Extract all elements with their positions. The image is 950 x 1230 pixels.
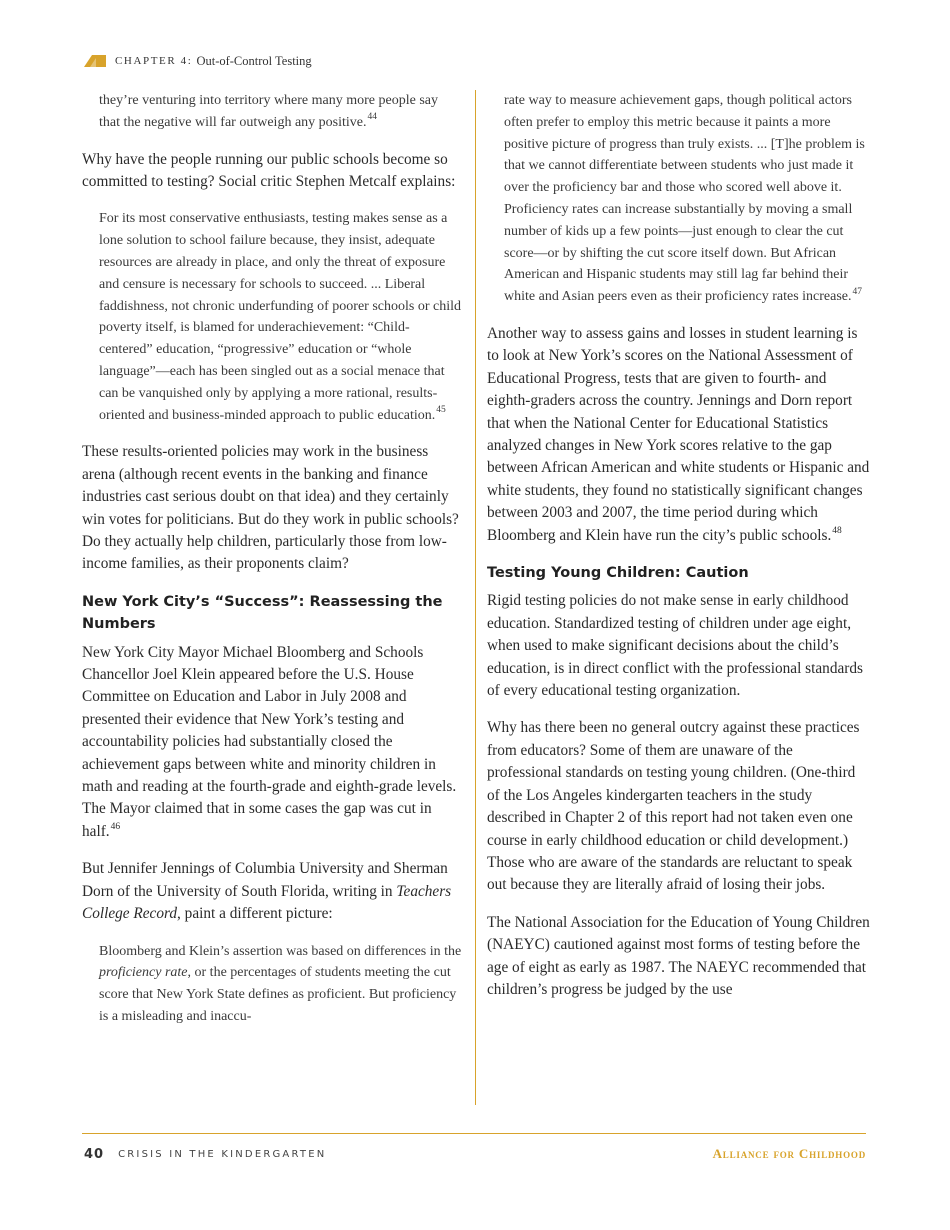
body-paragraph: The National Association for the Education of Young Children (NAEYC) cautioned against most forms of testing before the age of eight as early as 1987. The NAEYC recommended that children’s progress be judged by the use — [487, 913, 870, 998]
chapter-mark-icon — [84, 55, 106, 67]
column-divider — [475, 90, 476, 1105]
body-paragraph: Why have the people running our public schools become so committed to testing? Social critic Stephen Metcalf explains: — [82, 150, 456, 190]
chapter-title: Out-of-Control Testing — [196, 53, 312, 68]
left-column — [82, 90, 462, 1043]
body-paragraph: Why has there been no general outcry against these practices from educators? Some of them are unaware of the professional standards on testing young children. (One-third of the Los Angeles kindergarten teachers in the study described in Chapter 2 of this report had not taken even one course in early childhood education or child development.) Those who are aware of the standards are reluctant to speak out because they are literally afraid of losing their jobs. — [487, 719, 860, 894]
body-paragraph: These results-oriented policies may work in the business arena (although recent events in the banking and finance industries cast serious doubt on that idea) and they certainly win votes for politicians. But do they work in public schools? Do they actually help children, particularly those from low-income families, as their proponents claim? — [82, 443, 459, 573]
block-quote-jennings-cont: rate way to measure achievement gaps, though political actors often prefer to employ this metric because it paints a more positive picture of progress than truly exists. ... [T]he problem is that we cannot differentiate between students who just made it over the proficiency bar and those who scored well above it. Proficiency rates can increase substantially by moving a small number of kids up a few points—just enough to clear the cut score—or by shifting the cut score itself down. But African American and Hispanic students may still lag far behind their white and Asian peers even as their proficiency rates increase.$^{47}$ — [504, 93, 865, 305]
block-quote-jennings: Bloomberg and Klein’s assertion was based on differences in the proficiency rate, or the percentages of students meeting the cut score that New York State defines as proficient. But proficiency is a misleading and inaccu- — [99, 943, 462, 1024]
body-paragraph: Another way to assess gains and losses in student learning is to look at New York’s scores on the National Assessment of Educational Progress, tests that are given to fourth- and eighth-graders across the country. Jennings and Dorn report that when the National Center for Educational Statistics analyzed changes in New York scores relative to the gap between African American and white students or Hispanic and white students, they found no statistically significant changes between 2003 and 2007, the time period during which Bloomberg and Klein have run the city’s public schools.$^{48}$ — [487, 324, 870, 544]
body-paragraph: But Jennifer Jennings of Columbia University and Sherman Dorn of the University of South Florida, writing in Teachers College Record, paint a different picture: — [82, 860, 452, 923]
page-number: 40 — [84, 1146, 105, 1162]
footer-rule — [82, 1133, 866, 1134]
section-heading: Testing Young Children: Caution — [487, 565, 749, 582]
right-column — [487, 90, 871, 1016]
section-heading: New York City’s “Success”: Reassessing the Numbers — [82, 593, 443, 633]
footnote-ref: 45 — [436, 404, 446, 415]
body-paragraph: New York City Mayor Michael Bloomberg and Schools Chancellor Joel Klein appeared before the U.S. House Committee on Education and Labor in July 2008 and presented their evidence that New York’s testing and accountability policies had substantially closed the achievement gaps between white and minority children in math and reading at the fourth-grade and eighth-grade levels. The Mayor claimed that in some cases the gap was cut in half.$^{46}$ — [82, 643, 457, 840]
publication-title: CRISIS IN THE KINDERGARTEN — [118, 1148, 327, 1160]
footnote-ref: 46 — [110, 821, 121, 832]
running-footer — [84, 1145, 866, 1163]
chapter-label: CHAPTER 4: — [115, 55, 193, 67]
footnote-ref: 44 — [367, 112, 377, 123]
block-quote-tail: they’re venturing into territory where many more people say that the negative will far outweigh any positive.$^{44}$ — [99, 93, 438, 130]
block-quote-metcalf: For its most conservative enthusiasts, testing makes sense as a lone solution to school failure because, they insist, adequate resources are already in place, and only the threat of exposure and censure is necessary for schools to succeed. ... Liberal faddishness, not chronic underfunding of poorer schools or child poverty itself, is blamed for underachievement: “Child-centered” education, “progressive” education or “whole language”—each has been singled out as a social menace that can be vanquished only by applying a more rational, results-oriented and business-minded approach to public education.$^{45}$ — [99, 211, 461, 423]
organization-name: Alliance for Childhood — [712, 1146, 866, 1161]
body-paragraph: Rigid testing policies do not make sense in early childhood education. Standardized testing of children under age eight, when used to make significant decisions about the child’s education, is in direct conflict with the professional standards of every educational testing organization. — [487, 592, 863, 700]
footnote-ref: 48 — [832, 525, 842, 536]
journal-title: Teachers College Record — [82, 882, 452, 923]
running-header — [84, 53, 312, 69]
footnote-ref: 47 — [852, 286, 863, 297]
